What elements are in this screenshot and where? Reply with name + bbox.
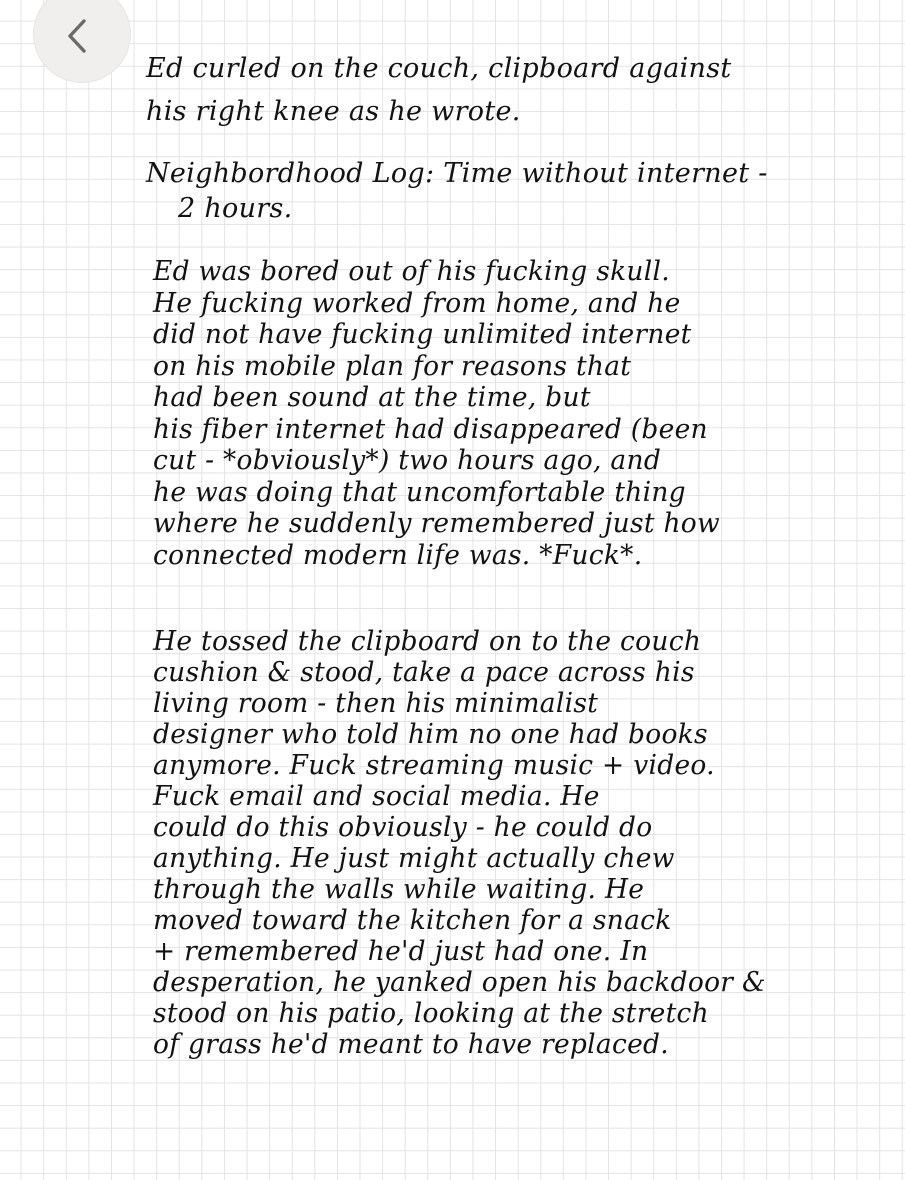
note-paragraph [153, 258, 732, 573]
note-line: 2 hours. [178, 193, 293, 224]
note-line: cut - *obviously*) two hours ago, and [153, 445, 662, 476]
note-line: He tossed the clipboard on to the couch [153, 626, 702, 657]
note-line: living room - then his minimalist [153, 688, 599, 719]
note-line: through the walls while waiting. He [153, 874, 645, 905]
note-line: designer who told him no one had books [153, 719, 708, 750]
note-line: he was doing that uncomfortable thing [153, 476, 686, 508]
note-line: He fucking worked from home, and he [153, 287, 681, 319]
note-line: moved toward the kitchen for a snack [153, 905, 672, 936]
note-line: anything. He just might actually chew [153, 843, 675, 874]
note-line: where he suddenly remembered just how [153, 508, 720, 539]
note-line: could do this obviously - he could do [153, 812, 653, 843]
note-paragraph [146, 160, 768, 230]
note-paragraph [153, 628, 778, 1062]
note-line: stood on his patio, looking at the stretch [153, 998, 709, 1029]
note-line: on his mobile plan for reasons that [153, 350, 632, 382]
note-paragraph [146, 55, 732, 141]
note-line: + remembered he'd just had one. In [153, 936, 649, 967]
note-line: desperation, he yanked open his backdoor & [153, 967, 766, 998]
note-line: Fuck email and social media. He [153, 781, 600, 812]
note-line: anymore. Fuck streaming music + video. [153, 750, 715, 781]
note-line: connected modern life was. *Fuck*. [153, 539, 643, 571]
note-line: Ed was bored out of his fucking skull. [153, 256, 670, 287]
note-line: Neighbordhood Log: Time without internet - [146, 158, 768, 189]
note-line: cushion & stood, take a pace across his [153, 657, 695, 688]
note-line: his fiber internet had disappeared (been [153, 413, 708, 445]
note-line: Ed curled on the couch, clipboard against [146, 53, 732, 84]
note-line: did not have fucking unlimited internet [153, 319, 692, 350]
note-line: of grass he'd meant to have replaced. [153, 1029, 670, 1060]
note-line: had been sound at the time, but [153, 382, 591, 413]
note-line: his right knee as he wrote. [146, 96, 521, 127]
